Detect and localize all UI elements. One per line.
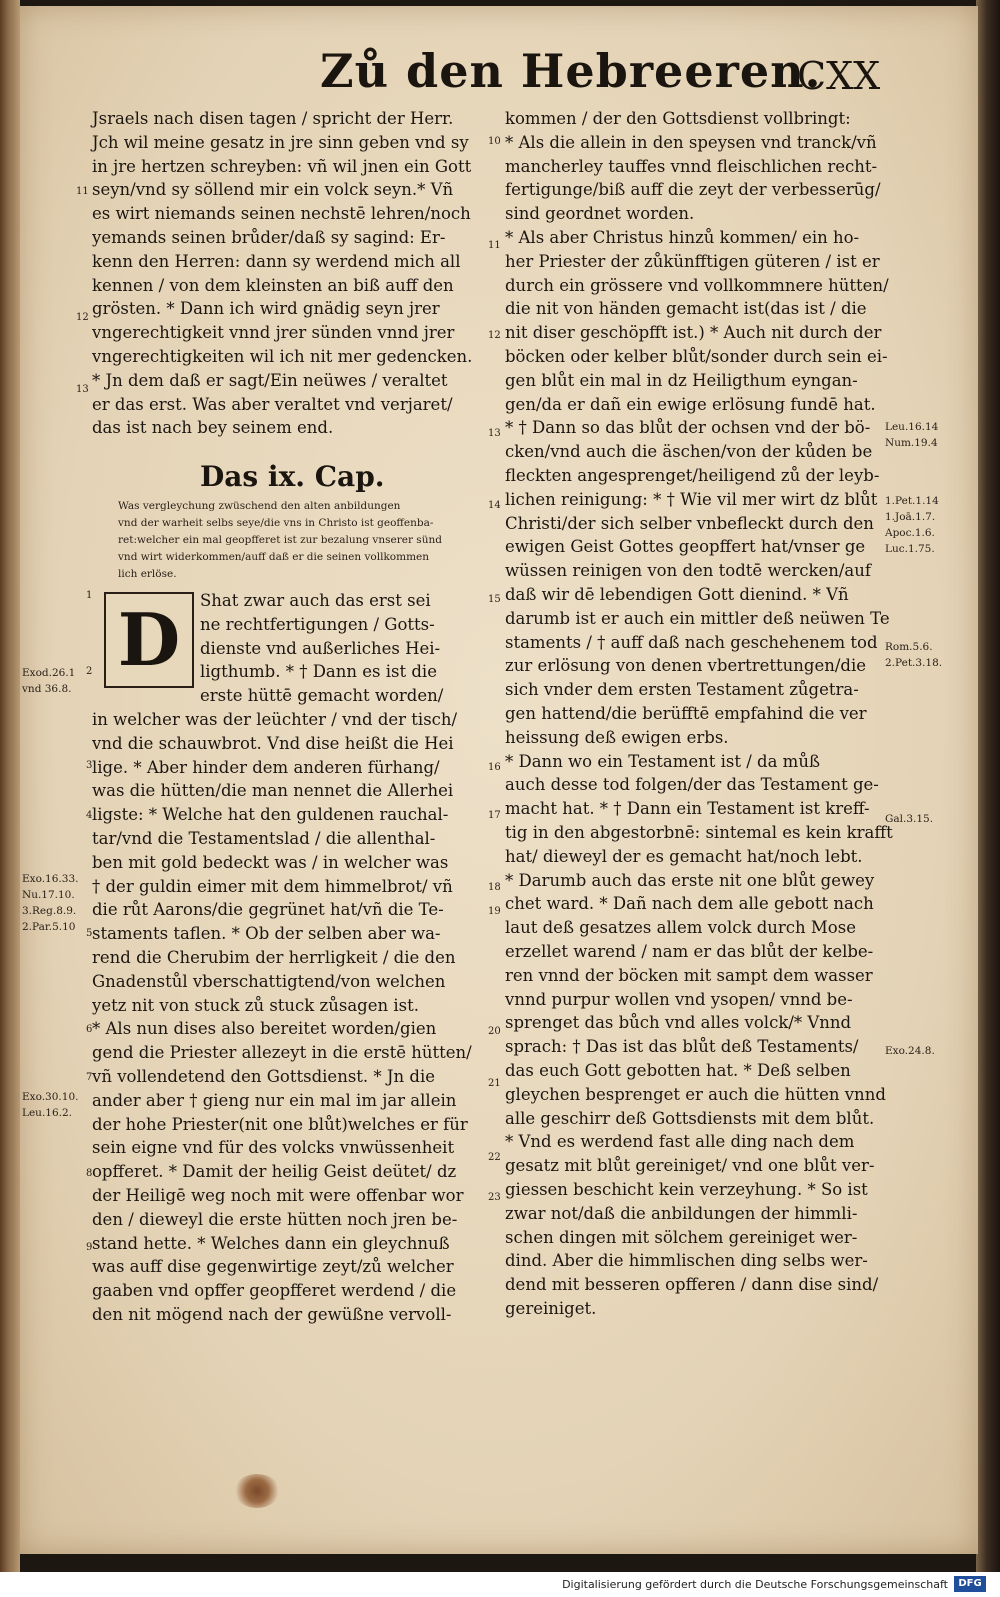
text-line: sich vnder dem ersten Testament zůgetra- bbox=[505, 680, 859, 700]
verse-number: 8 bbox=[86, 1168, 93, 1179]
verse-number: 12 bbox=[76, 312, 89, 323]
text-line: vnnd purpur wollen vnd ysopen/ vnnd be- bbox=[505, 989, 853, 1009]
verse-number: 11 bbox=[488, 240, 501, 251]
text-line: seyn/vnd sy söllend mir ein volck seyn.* Vñ bbox=[92, 180, 454, 200]
text-line: daß wir dē lebendigen Gott dienind. * Vñ bbox=[505, 585, 849, 604]
text-line: gleychen besprenget er auch die hütten vnnd bbox=[505, 1084, 886, 1104]
verse-number: 7 bbox=[86, 1072, 93, 1083]
text-line: heissung deß ewigen erbs. bbox=[505, 727, 729, 747]
text-line: kommen / der den Gottsdienst vollbringt: bbox=[505, 109, 851, 128]
text-line: * Vnd es werdend fast alle ding nach dem bbox=[505, 1132, 855, 1152]
text-line: in welcher was der leüchter / vnd der tisch/ bbox=[92, 710, 458, 729]
text-line: den nit mögend nach der gewüßne vervoll- bbox=[92, 1305, 452, 1324]
margin-note: 1.Pet.1.14 bbox=[885, 495, 939, 507]
digitization-footer bbox=[0, 1572, 1000, 1597]
summary-line: vnd wirt widerkommen/auff daß er die seinen vollkommen bbox=[118, 551, 430, 563]
verse-number: 15 bbox=[488, 594, 501, 605]
verse-number: 17 bbox=[488, 810, 501, 821]
text-line: chet ward. * Dañ nach dem alle gebott nach bbox=[505, 894, 874, 914]
text-line: * Als die allein in den speysen vnd tranck/vñ bbox=[505, 132, 877, 152]
text-line: opfferet. * Damit der heilig Geist deütet/ dz bbox=[92, 1162, 457, 1182]
text-line: dienste vnd außerliches Hei- bbox=[200, 638, 441, 658]
text-line: her Priester der zůkünfftigen güteren / ist er bbox=[505, 251, 880, 271]
summary-line: ret:welcher ein mal geopfferet ist zur bezalung vnserer sünd bbox=[118, 534, 442, 546]
margin-note: vnd 36.8. bbox=[22, 683, 72, 695]
summary-line: vnd der warheit selbs seye/die vns in Christo ist geoffenba- bbox=[118, 517, 434, 529]
text-line: fertigunge/biß auff die zeyt der verbesserūg/ bbox=[505, 180, 881, 200]
text-line: Jsraels nach disen tagen / spricht der Herr. bbox=[92, 109, 454, 128]
margin-note: Rom.5.6. bbox=[885, 641, 933, 653]
text-line: yetz nit von stuck zů stuck zůsagen ist. bbox=[92, 995, 419, 1015]
verse-number: 14 bbox=[488, 500, 501, 511]
text-line: staments / † auff daß nach geschehenem tod bbox=[505, 632, 878, 652]
text-line: ligste: * Welche hat den guldenen rauchal- bbox=[92, 805, 449, 825]
text-line: was auff dise gegenwirtige zeyt/zů welcher bbox=[92, 1257, 454, 1277]
margin-note: Exo.30.10. bbox=[22, 1091, 79, 1103]
text-line: böcken oder kelber blůt/sonder durch sein ei- bbox=[505, 347, 888, 366]
text-line: macht hat. * † Dann ein Testament ist kreff- bbox=[505, 799, 870, 819]
text-line: laut deß gesatzes allem volck durch Mose bbox=[505, 918, 856, 938]
text-line: schen dingen mit sölchem gereiniget wer- bbox=[505, 1227, 858, 1247]
verse-number: 18 bbox=[488, 882, 501, 893]
text-line: alle geschirr deß Gottsdiensts mit dem blůt. bbox=[505, 1108, 875, 1128]
text-line: vnd die schauwbrot. Vnd dise heißt die Hei bbox=[92, 733, 454, 753]
margin-note: Luc.1.75. bbox=[885, 543, 935, 555]
verse-number: 1 bbox=[86, 590, 93, 601]
text-line: sprenget das bůch vnd alles volck/* Vnnd bbox=[505, 1013, 852, 1033]
text-line: gend die Priester allezeyt in die erstē hütten/ bbox=[92, 1043, 472, 1063]
book-binding-right bbox=[976, 0, 1000, 1572]
text-line: cken/vnd auch die äschen/von der kůden be bbox=[505, 442, 873, 462]
text-line: kennen / von dem kleinsten an biß auff den bbox=[92, 275, 454, 295]
text-line: gen blůt ein mal in dz Heiligthum eyngan- bbox=[505, 370, 858, 390]
text-line: mancherley tauffes vnnd fleischlichen recht- bbox=[505, 156, 878, 176]
text-line: lichen reinigung: * † Wie vil mer wirt dz blůt bbox=[505, 489, 878, 509]
summary-line: lich erlöse. bbox=[118, 568, 177, 580]
decorated-initial bbox=[104, 592, 194, 688]
text-line: dind. Aber die himmlischen ding selbs wer- bbox=[505, 1251, 868, 1271]
text-line: hat/ dieweyl der es gemacht hat/noch lebt. bbox=[505, 846, 863, 866]
margin-note: Leu.16.2. bbox=[22, 1107, 73, 1119]
book-binding-left bbox=[0, 0, 20, 1572]
text-line: sein eigne vnd für des volcks vnwüssenheit bbox=[92, 1138, 455, 1158]
verse-number: 20 bbox=[488, 1026, 501, 1037]
margin-note: 2.Par.5.10 bbox=[22, 921, 76, 933]
verse-number: 4 bbox=[86, 810, 93, 821]
chapter-heading: Das ix. Cap. bbox=[200, 460, 385, 493]
dfg-logo: DFG bbox=[954, 1576, 986, 1592]
text-line: tar/vnd die Testamentslad / die allenthal- bbox=[92, 829, 436, 848]
text-line: erste hüttē gemacht worden/ bbox=[200, 686, 444, 706]
margin-note: Gal.3.15. bbox=[885, 813, 934, 825]
text-line: † der guldin eimer mit dem himmelbrot/ vñ bbox=[92, 876, 453, 896]
verse-number: 6 bbox=[86, 1024, 93, 1035]
text-line: das euch Gott gebotten hat. * Deß selben bbox=[505, 1061, 851, 1080]
verse-number: 23 bbox=[488, 1192, 501, 1203]
text-line: tig in den abgestorbnē: sintemal es kein krafft bbox=[505, 823, 893, 842]
text-line: * Als aber Christus hinzů kommen/ ein ho- bbox=[505, 228, 860, 247]
text-line: ren vnnd der böcken mit sampt dem wasser bbox=[505, 965, 873, 985]
text-line: wüssen reinigen von den todtē wercken/auf bbox=[505, 561, 871, 581]
text-line: Jch wil meine gesatz in jre sinn geben vnd sy bbox=[92, 132, 469, 152]
text-line: grösten. * Dann ich wird gnädig seyn jrer bbox=[92, 299, 440, 319]
text-line: sprach: † Das ist das blůt deß Testaments/ bbox=[505, 1037, 859, 1057]
verse-number: 13 bbox=[76, 384, 89, 395]
text-line: vngerechtigkeiten wil ich nit mer gedencken. bbox=[92, 347, 473, 366]
text-line: erzellet warend / nam er das blůt der kelbe- bbox=[505, 942, 874, 961]
text-line: ligthumb. * † Dann es ist die bbox=[200, 662, 437, 682]
summary-line: Was vergleychung zwüschend den alten anbildungen bbox=[118, 500, 401, 512]
text-line: sind geordnet worden. bbox=[505, 204, 695, 224]
text-line: gen hattend/die berüfftē empfahind die ver bbox=[505, 704, 867, 723]
text-line: vñ vollendetend den Gottsdienst. * Jn die bbox=[92, 1067, 435, 1086]
text-line: was die hütten/die man nennet die Allerhei bbox=[92, 781, 454, 801]
text-line: durch ein grössere vnd vollkommnere hütten/ bbox=[505, 275, 889, 295]
folio-number: CXX bbox=[797, 54, 881, 98]
margin-note: Leu.16.14 bbox=[885, 421, 939, 433]
text-line: kenn den Herren: dann sy werdend mich all bbox=[92, 251, 461, 271]
text-line: lige. * Aber hinder dem anderen fürhang/ bbox=[92, 757, 440, 777]
margin-note: Apoc.1.6. bbox=[885, 527, 935, 539]
verse-number: 11 bbox=[76, 186, 89, 197]
text-line: die nit von händen gemacht ist(das ist / die bbox=[505, 299, 867, 319]
text-line: Gnadenstůl vberschattigtend/von welchen bbox=[92, 971, 446, 991]
text-line: der Heiligē weg noch mit were offenbar wor bbox=[92, 1186, 464, 1205]
text-line: gaaben vnd opffer geopfferet werdend / die bbox=[92, 1281, 457, 1301]
text-line: rend die Cherubim der herrligkeit / die den bbox=[92, 948, 456, 967]
text-line: * Als nun dises also bereitet worden/gien bbox=[92, 1019, 437, 1039]
text-line: er das erst. Was aber veraltet vnd verjaret/ bbox=[92, 394, 453, 414]
text-line: den / dieweyl die erste hütten noch jren be- bbox=[92, 1209, 458, 1229]
text-line: gereiniget. bbox=[505, 1299, 597, 1318]
verse-number: 5 bbox=[86, 928, 93, 939]
text-line: Christi/der sich selber vnbefleckt durch den bbox=[505, 513, 874, 533]
text-line: ewigen Geist Gottes geopffert hat/vnser ge bbox=[505, 537, 866, 557]
text-line: * † Dann so das blůt der ochsen vnd der bö- bbox=[505, 418, 871, 438]
text-line: zur erlösung von denen vbertrettungen/die bbox=[505, 656, 867, 676]
text-line: in jre hertzen schreyben: vñ wil jnen ein Gott bbox=[92, 156, 472, 176]
text-line: giessen beschicht kein verzeyhung. * So ist bbox=[505, 1180, 868, 1199]
verse-number: 10 bbox=[488, 136, 501, 147]
verse-number: 3 bbox=[86, 760, 93, 771]
margin-note: 1.Joā.1.7. bbox=[885, 511, 936, 523]
text-line: * Darumb auch das erste nit one blůt gewey bbox=[505, 870, 875, 890]
margin-note: 3.Reg.8.9. bbox=[22, 905, 77, 917]
text-line: fleckten angesprenget/heiligend zů der leyb- bbox=[505, 466, 880, 485]
text-line: * Dann wo ein Testament ist / da můß bbox=[505, 751, 820, 771]
verse-number: 13 bbox=[488, 428, 501, 439]
text-line: auch desse tod folgen/der das Testament ge- bbox=[505, 775, 879, 795]
text-line: darumb ist er auch ein mittler deß neüwen Te bbox=[505, 608, 890, 628]
text-line: nit diser geschöpfft ist.) * Auch nit durch der bbox=[505, 323, 882, 343]
text-line: gen/da er dañ ein ewige erlösung fundē hat. bbox=[505, 394, 876, 414]
text-line: stand hette. * Welches dann ein gleychnuß bbox=[92, 1233, 450, 1253]
text-line: yemands seinen brůder/daß sy sagind: Er- bbox=[92, 228, 446, 247]
verse-number: 21 bbox=[488, 1078, 501, 1089]
verse-number: 9 bbox=[86, 1242, 93, 1253]
paper-stain bbox=[234, 1474, 280, 1508]
text-line: der hohe Priester(nit one blůt)welches er für bbox=[92, 1114, 468, 1134]
text-line: vngerechtigkeit vnnd jrer sünden vnnd jrer bbox=[92, 323, 455, 343]
text-line: * Jn dem daß er sagt/Ein neüwes / veraltet bbox=[92, 370, 448, 390]
verse-number: 2 bbox=[86, 666, 93, 677]
text-line: es wirt niemands seinen nechstē lehren/noch bbox=[92, 204, 471, 224]
text-line: ander aber † gieng nur ein mal im jar allein bbox=[92, 1090, 457, 1110]
text-line: dend mit besseren opfferen / dann dise sind/ bbox=[505, 1275, 879, 1295]
text-line: das ist nach bey seinem end. bbox=[92, 418, 334, 438]
text-line: die růt Aarons/die gegrünet hat/vñ die Te- bbox=[92, 900, 444, 920]
margin-note: Exo.24.8. bbox=[885, 1045, 935, 1057]
margin-note: Exo.16.33. bbox=[22, 873, 79, 885]
initial-letter: D bbox=[117, 597, 181, 682]
verse-number: 12 bbox=[488, 330, 501, 341]
margin-note: Exod.26.1 bbox=[22, 667, 76, 679]
verse-number: 19 bbox=[488, 906, 501, 917]
verse-number: 16 bbox=[488, 762, 501, 773]
text-line: ne rechtfertigungen / Gotts- bbox=[200, 614, 435, 634]
text-line: staments taflen. * Ob der selben aber wa- bbox=[92, 924, 441, 944]
margin-note: Num.19.4 bbox=[885, 437, 938, 449]
text-line: Shat zwar auch das erst sei bbox=[200, 591, 431, 610]
funding-credit: Digitalisierung gefördert durch die Deutsche Forschungsgemeinschaft bbox=[562, 1578, 948, 1591]
running-title: Zů den Hebreeren. bbox=[320, 44, 822, 98]
text-line: gesatz mit blůt gereiniget/ vnd one blůt ver- bbox=[505, 1156, 875, 1176]
margin-note: 2.Pet.3.18. bbox=[885, 657, 943, 669]
text-line: zwar not/daß die anbildungen der himmli- bbox=[505, 1203, 858, 1223]
verse-number: 22 bbox=[488, 1152, 501, 1163]
text-line: ben mit gold bedeckt was / in welcher was bbox=[92, 852, 449, 872]
margin-note: Nu.17.10. bbox=[22, 889, 75, 901]
